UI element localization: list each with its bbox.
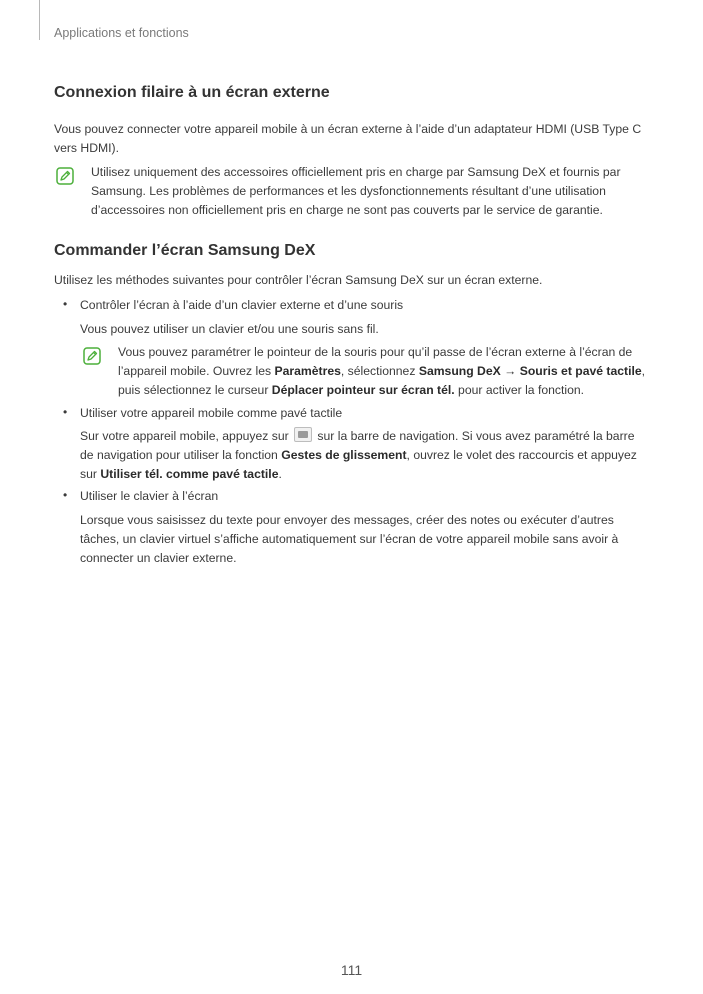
- bullet1-note: Vous pouvez paramétrer le pointeur de la souris pour qu’il passe de l’écran externe à l’écran de l’appareil mobile. Ouvrez les Paramètres, sélectionnez Samsung DeX → Souris et pavé tactile, puis sélectionnez le curseur Déplacer pointeur sur écran tél. pour activer la fonction.: [118, 345, 646, 397]
- bullet1-body: Vous pouvez utiliser un clavier et/ou une souris sans fil.: [80, 322, 379, 336]
- bullet1-heading: Contrôler l’écran à l’aide d’un clavier externe et d’une souris: [80, 298, 404, 312]
- section2-title: Commander l’écran Samsung DeX: [54, 242, 316, 259]
- note-pencil-icon: [83, 347, 101, 365]
- use-phone-touchpad-ref: Utiliser tél. comme pavé tactile: [100, 467, 279, 481]
- bullet2-heading: Utiliser votre appareil mobile comme pavé tactile: [80, 406, 343, 420]
- section1-intro: Vous pouvez connecter votre appareil mobile à un écran externe à l’aide d’un adaptateur HDMI (USB Type C vers HDMI).: [54, 122, 642, 155]
- section1-note: Utilisez uniquement des accessoires officiellement pris en charge par Samsung DeX et fournis par Samsung. Les problèmes de performances et les dysfonctionnements résultant d’une utilisation d’accessoires non officiellement pris en charge ne sont pas couverts par le service de garantie.: [91, 165, 621, 217]
- bullet3-heading: Utiliser le clavier à l’écran: [80, 489, 219, 503]
- bullet2-body: Sur votre appareil mobile, appuyez sur sur la barre de navigation. Si vous avez paramétré la barre de navigation pour utiliser la fonction Gestes de glissement, ouvrez le volet des raccourcis et appuyez sur Utiliser tél. comme pavé tactile.: [80, 429, 637, 481]
- page-number: 111: [340, 962, 363, 978]
- section-header: Applications et fonctions: [54, 26, 189, 40]
- bullet3-body: Lorsque vous saisissez du texte pour envoyer des messages, créer des notes ou exécuter d’autres tâches, un clavier virtuel s’affiche automatiquement sur l’écran de votre appareil mobile sans avoir à connecter un clavier externe.: [80, 513, 619, 565]
- section1-title: Connexion filaire à un écran externe: [54, 84, 330, 101]
- touchpad-icon: [294, 427, 312, 442]
- bullet-marker: •: [63, 405, 68, 419]
- swipe-gestures-ref: Gestes de glissement: [281, 448, 407, 462]
- note-pencil-icon: [56, 167, 74, 185]
- bullet-marker: •: [63, 488, 68, 502]
- mouse-touchpad-ref: Souris et pavé tactile: [519, 364, 642, 378]
- section2-intro: Utilisez les méthodes suivantes pour contrôler l’écran Samsung DeX sur un écran externe.: [54, 273, 543, 287]
- bullet-marker: •: [63, 297, 68, 311]
- settings-ref: Paramètres: [274, 364, 341, 378]
- samsung-dex-ref: Samsung DeX: [418, 364, 501, 378]
- move-pointer-ref: Déplacer pointeur sur écran tél.: [271, 383, 455, 397]
- header-divider: [39, 0, 40, 40]
